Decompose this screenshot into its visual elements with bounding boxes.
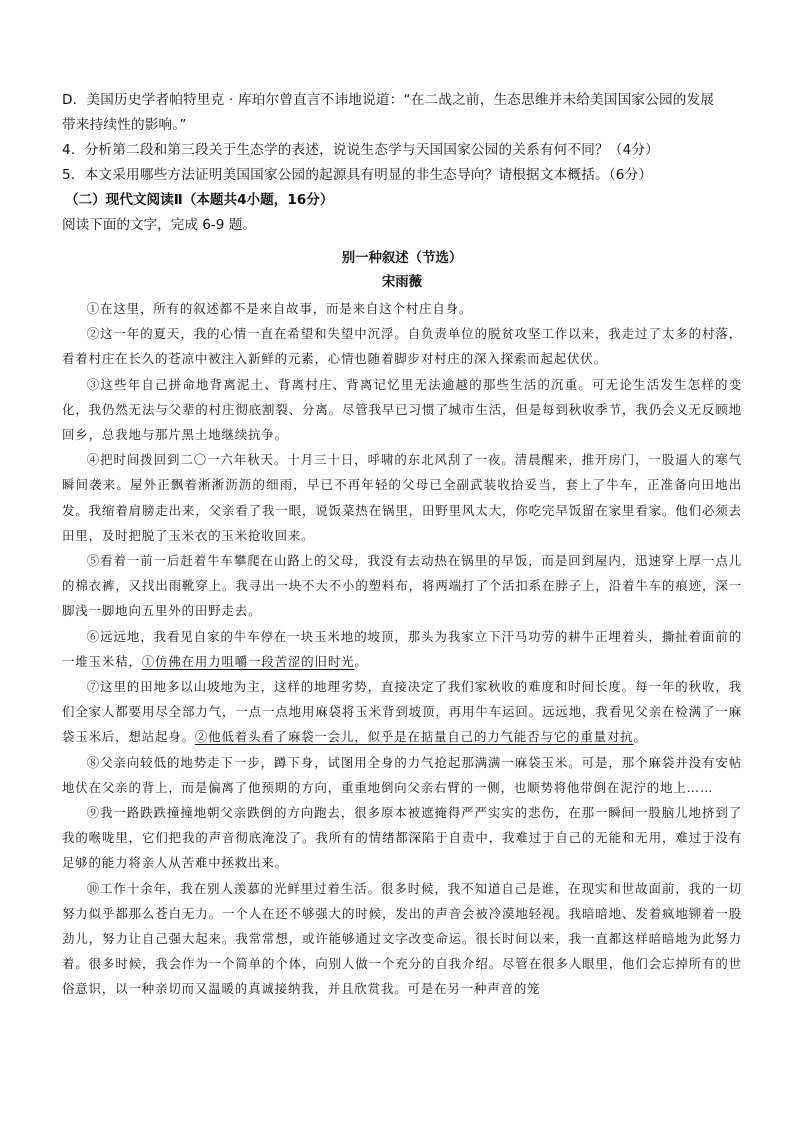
paragraph-6 bbox=[62, 624, 742, 674]
paragraph-5: ⑤看着一前一后赶着牛车攀爬在山路上的父母，我没有去动热在锅里的早饭，而是回到屋内，迅速穿上厚一点儿的棉衣裤，又找出雨靴穿上。我寻出一块不大不小的塑料布，将两端打了个活扣系在脖子上，沿着牛车的痕迹，深一脚浅一脚地向五里外的田野走去。 bbox=[62, 553, 742, 619]
paragraph-7-end: 。 bbox=[633, 729, 647, 745]
option-d-line-2: 带来持续性的影响。” bbox=[62, 117, 187, 133]
reading-instruction: 阅读下面的文字，完成 6-9 题。 bbox=[62, 217, 256, 233]
question-4: 4．分析第二段和第三段关于生态学的表述，说说生态学与天国国家公园的关系有何不同？（4分） bbox=[62, 142, 660, 158]
article-body bbox=[62, 296, 742, 1002]
paragraph-10: ⑩工作十余年，我在别人羡慕的光鲜里过着生活。很多时候，我不知道自己是谁，在现实和世故面前，我的一切努力似乎都那么苍白无力。一个人在还不够强大的时候，发出的声音会被冷漠地轻视。我暗暗地、发着疯地铆着一股劲儿，努力让自己强大起来。我常常想，或许能够通过文字改变命运。很长时间以来，我一直都这样暗暗地为此努力着。很多时候，我会作为一个简单的个体，向别人做一个充分的自我介绍。尽管在很多人眼里，他们会忘掉所有的世俗意识，以一种亲切而又温暖的真诚接纳我，并且欣赏我。可是在另一种声音的笼 bbox=[62, 880, 742, 997]
exam-page bbox=[62, 88, 742, 1002]
paragraph-1: ①在这里，所有的叙述都不是来自故事，而是来自这个村庄自身。 bbox=[86, 301, 473, 316]
underlined-sentence-1: ①仿佛在用力咀嚼一段苦涩的旧时光 bbox=[141, 653, 355, 669]
article-author: 宋雨薇 bbox=[381, 274, 423, 290]
paragraph-6-text: ⑥远远地，我看见自家的牛车停在一块玉米地的坡顶，那头为我家立下汗马功劳的耕牛正埋着头，撕扯着面前的一堆玉米秸， bbox=[62, 628, 742, 669]
option-d-line-1: D．美国历史学者帕特里克 · 库珀尔曾直言不讳地说道：“在二战之前，生态思维并未给美国国家公园的发展 bbox=[62, 92, 715, 108]
underlined-sentence-2: ②他低着头看了麻袋一会儿，似乎是在掂量自己的力气能否与它的重量对抗 bbox=[194, 729, 634, 745]
question-5: 5．本文采用哪些方法证明美国国家公园的起源具有明显的非生态导向？请根据文本概括。（6分） bbox=[62, 167, 653, 183]
article-title: 别一种叙述（节选） bbox=[341, 250, 463, 266]
paragraph-7 bbox=[62, 674, 742, 750]
paragraph-4: ④把时间拨回到二〇一六年秋天。十月三十日，呼啸的东北风刮了一夜。清晨醒来，推开房门，一股逼人的寒气瞬间袭来。屋外正飘着淅淅沥沥的细雨，早已不再年轻的父母已全副武装收拾妥当，套上了牛车，正准备向田地出发。我缩着肩膀走出来，父亲看了我一眼，说饭菜热在锅里，田野里风太大，你吃完早饭留在家里看家。他们必须去田里，及时把脱了玉米衣的玉米抢收回来。 bbox=[62, 452, 742, 543]
paragraph-2: ②这一年的夏天，我的心情一直在希望和失望中沉浮。自负责单位的脱贫攻坚工作以来，我走过了太多的村落，看着村庄在长久的苍凉中被注入新鲜的元素，心情也随着脚步对村庄的深入探索而起起伏伏。 bbox=[62, 326, 742, 367]
paragraph-8: ⑧父亲向较低的地势走下一步，蹲下身，试图用全身的力气抢起那满满一麻袋玉米。可是，那个麻袋并没有安帖地伏在父亲的背上，而是偏离了他预期的方向，重重地倒向父亲右臂的一侧，也顺势将他带倒在泥泞的地上…… bbox=[62, 754, 742, 795]
paragraph-3: ③这些年自己拼命地背离泥土、背离村庄、背离记忆里无法逾越的那些生活的沉重。可无论生活发生怎样的变化，我仍然无法与父辈的村庄彻底割裂、分离。尽管我早已习惯了城市生活，但是每到秋收季节，我仍会义无反顾地回乡，总我地与那片黑土地继续抗争。 bbox=[62, 376, 742, 443]
paragraph-7-text: ⑦这里的田地多以山坡地为主，这样的地理劣势，直接决定了我们家秋收的难度和时间长度。每一年的秋收，我们全家人都要用尽全部力气，一点一点地用麻袋将玉米背到坡顶，再用牛车运回。远远地，我看见父亲在检满了一麻袋玉米后，想站起身。 bbox=[62, 679, 742, 745]
paragraph-9: ⑨我一路跌跌撞撞地朝父亲跌倒的方向跑去，很多原本被遮掩得严严实实的悲伤，在那一瞬间一股脑儿地挤到了我的喉咙里，它们把我的声音彻底淹没了。我所有的情绪都深陷于自责中，我难过于自己的无能和无用，难过于没有足够的能力将亲人从苦难中拯救出来。 bbox=[62, 805, 742, 871]
section-heading: （二）现代文阅读Ⅱ（本题共4小题，16分） bbox=[65, 192, 334, 208]
paragraph-6-end: 。 bbox=[354, 653, 368, 669]
